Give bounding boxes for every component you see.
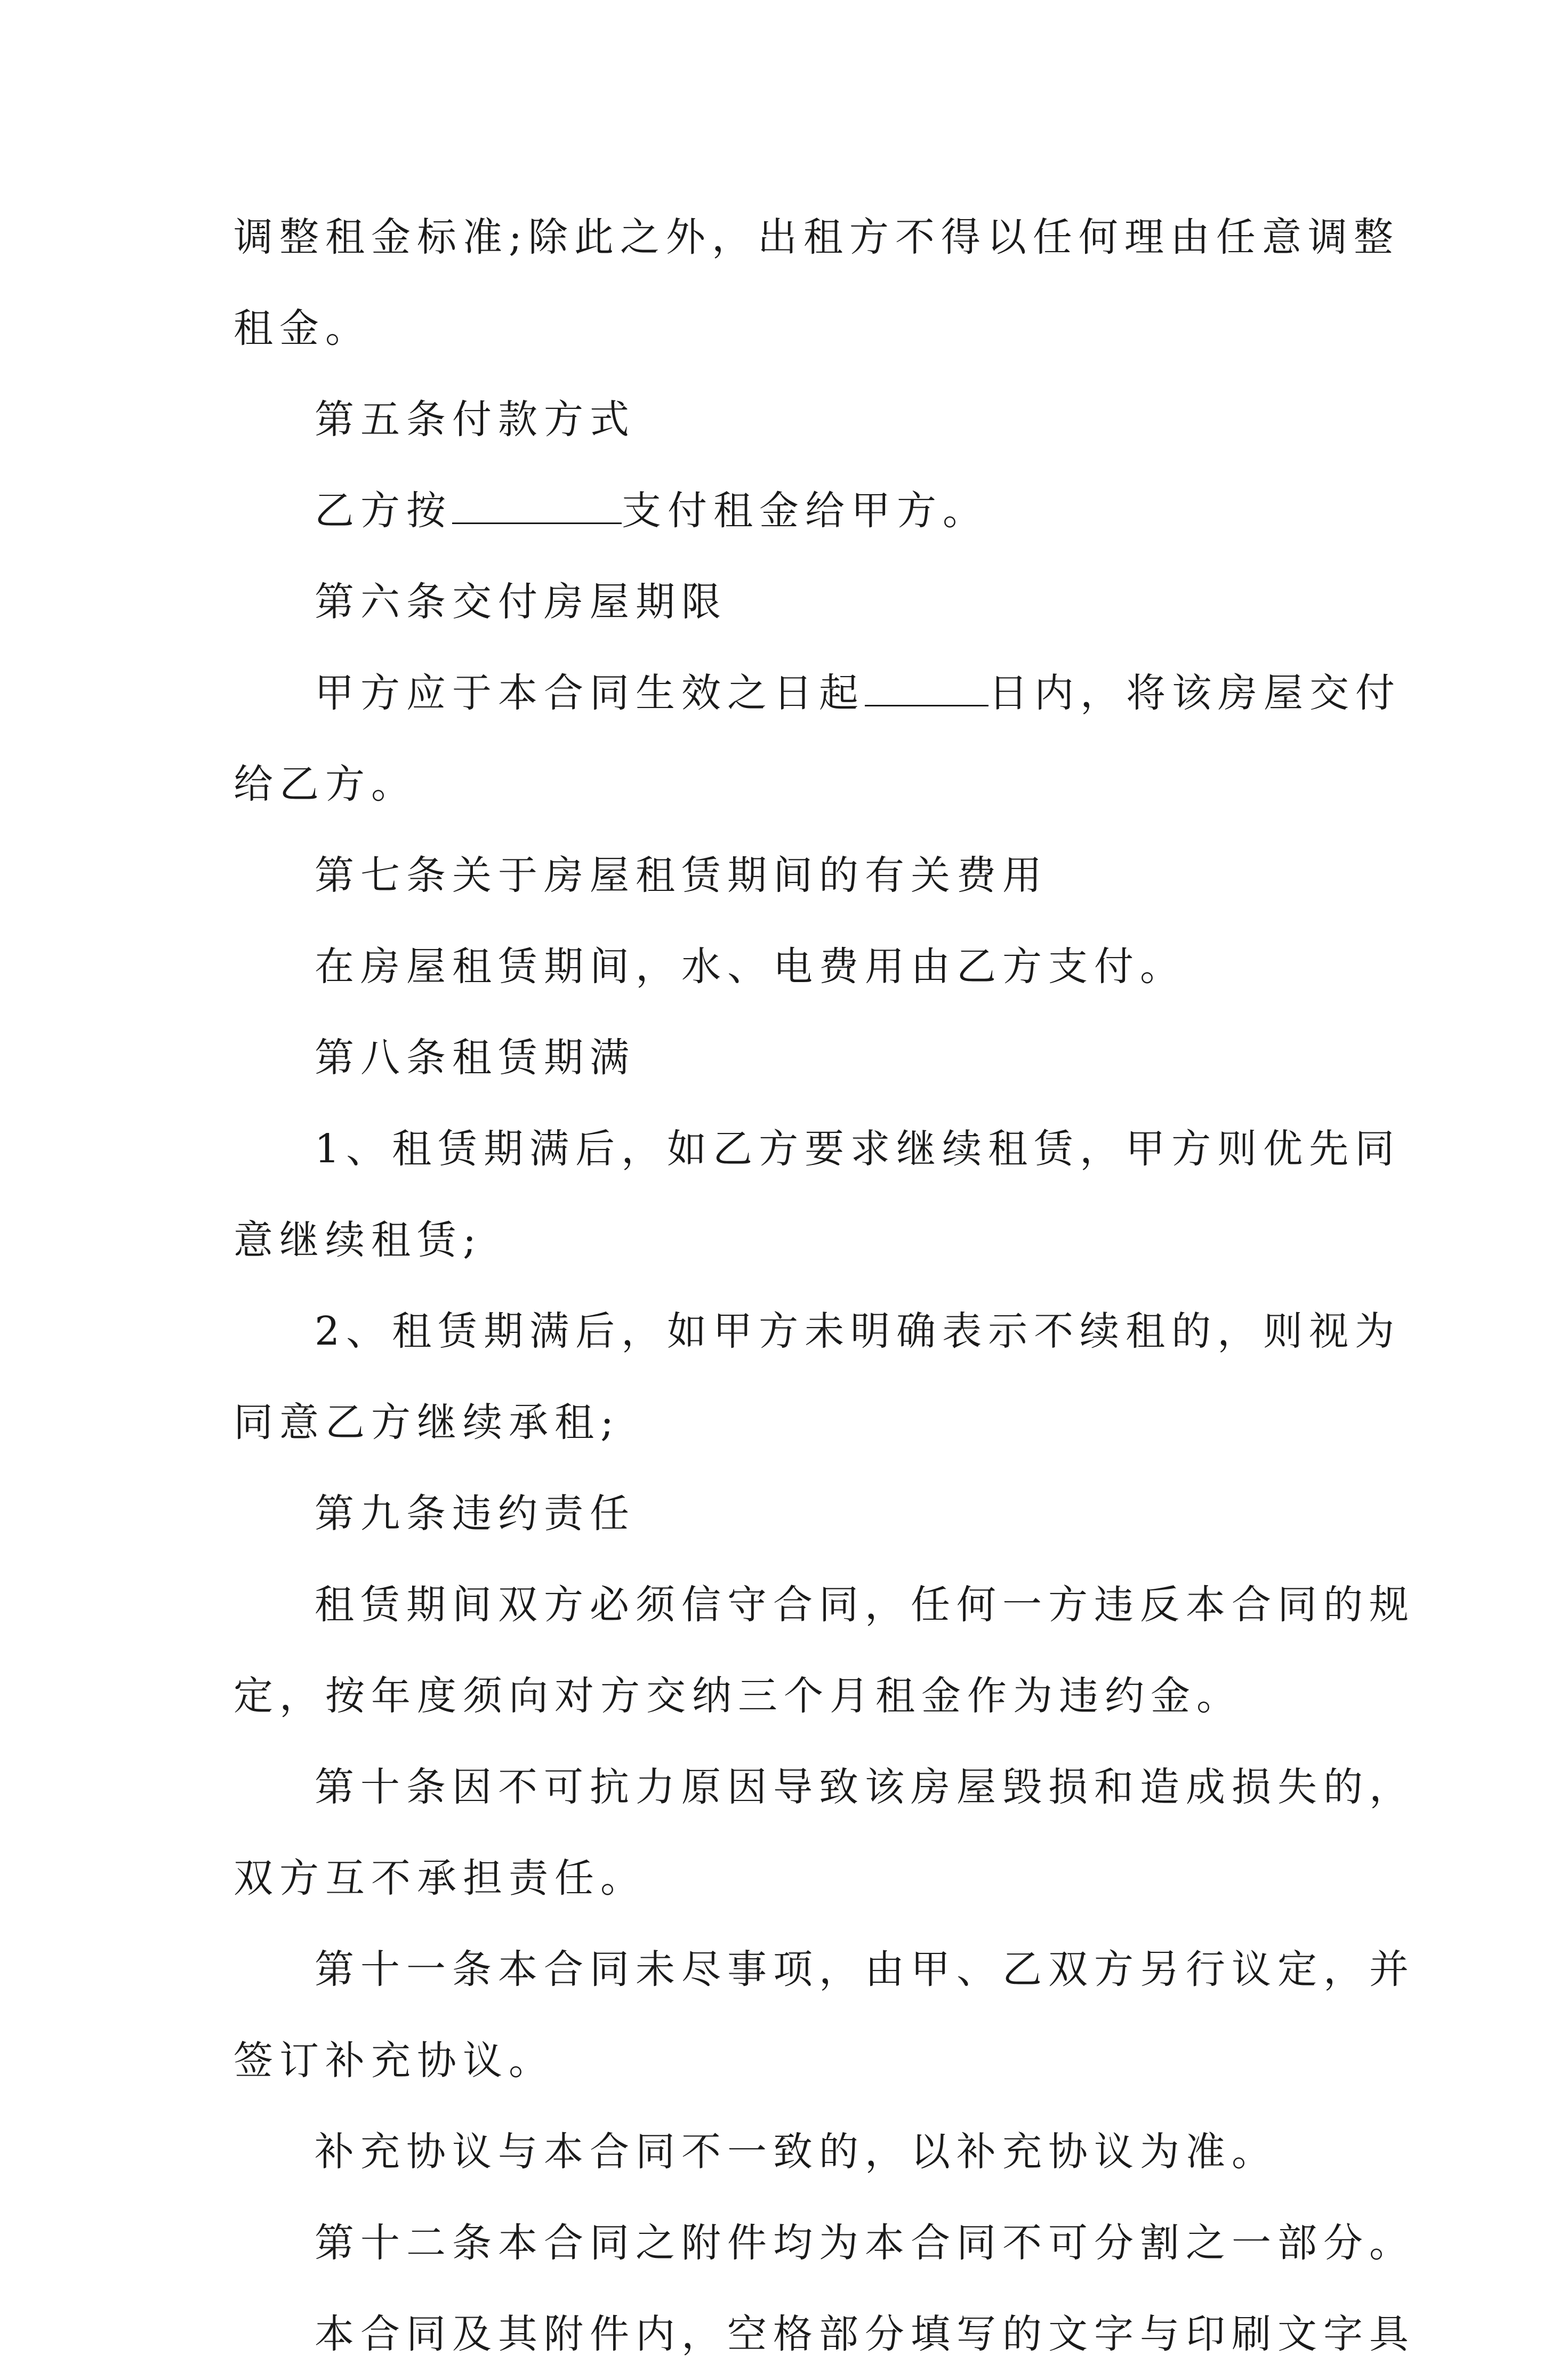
clause-heading-payment: 第五条付款方式	[315, 397, 636, 443]
paragraph-line: 租金。	[234, 305, 371, 351]
paragraph-line: 第十一条本合同未尽事项，由甲、乙双方另行议定，并	[315, 1947, 1415, 1992]
clause-heading-breach: 第九条违约责任	[315, 1491, 636, 1537]
payment-text-before: 乙方按	[315, 488, 452, 534]
paragraph-line: 定，按年度须向对方交纳三个月租金作为违约金。	[234, 1673, 1242, 1719]
delivery-text-after: 日内，将该房屋交付	[989, 670, 1401, 716]
delivery-text-before: 甲方应于本合同生效之日起	[315, 670, 865, 716]
delivery-days-blank-field	[865, 666, 989, 706]
payment-text-after: 支付租金给甲方。	[622, 488, 989, 534]
paragraph-line: 1、租赁期满后，如乙方要求继续租赁，甲方则优先同	[315, 1126, 1401, 1172]
paragraph-line: 第十条因不可抗力原因导致该房屋毁损和造成损失的，	[315, 1764, 1415, 1810]
delivery-term-line	[234, 648, 1401, 739]
paragraph-line: 签订补充协议。	[234, 2038, 554, 2084]
paragraph-line: 本合同及其附件内，空格部分填写的文字与印刷文字具	[315, 2311, 1415, 2357]
document-body	[234, 192, 1415, 2380]
paragraph-line: 调整租金标准;除此之外，出租方不得以任何理由任意调整	[234, 214, 1400, 260]
clause-heading-fees: 第七条关于房屋租赁期间的有关费用	[315, 853, 1048, 898]
paragraph-line: 在房屋租赁期间，水、电费用由乙方支付。	[315, 944, 1186, 990]
paragraph-line: 补充协议与本合同不一致的，以补充协议为准。	[315, 2129, 1277, 2175]
paragraph-line: 租赁期间双方必须信守合同，任何一方违反本合同的规	[315, 1582, 1415, 1628]
paragraph-line: 同意乙方继续承租;	[234, 1400, 620, 1445]
paragraph-line: 2、租赁期满后，如甲方未明确表示不续租的，则视为	[315, 1308, 1401, 1354]
payment-method-line	[234, 465, 1343, 557]
payment-blank-field	[452, 484, 622, 524]
paragraph-line: 双方互不承担责任。	[234, 1855, 646, 1901]
paragraph-line: 第十二条本合同之附件均为本合同不可分割之一部分。	[315, 2220, 1415, 2266]
clause-heading-delivery: 第六条交付房屋期限	[315, 579, 727, 625]
paragraph-line: 意继续租赁;	[234, 1217, 483, 1263]
clause-heading-expiry: 第八条租赁期满	[315, 1035, 636, 1081]
paragraph-line: 给乙方。	[234, 761, 417, 807]
